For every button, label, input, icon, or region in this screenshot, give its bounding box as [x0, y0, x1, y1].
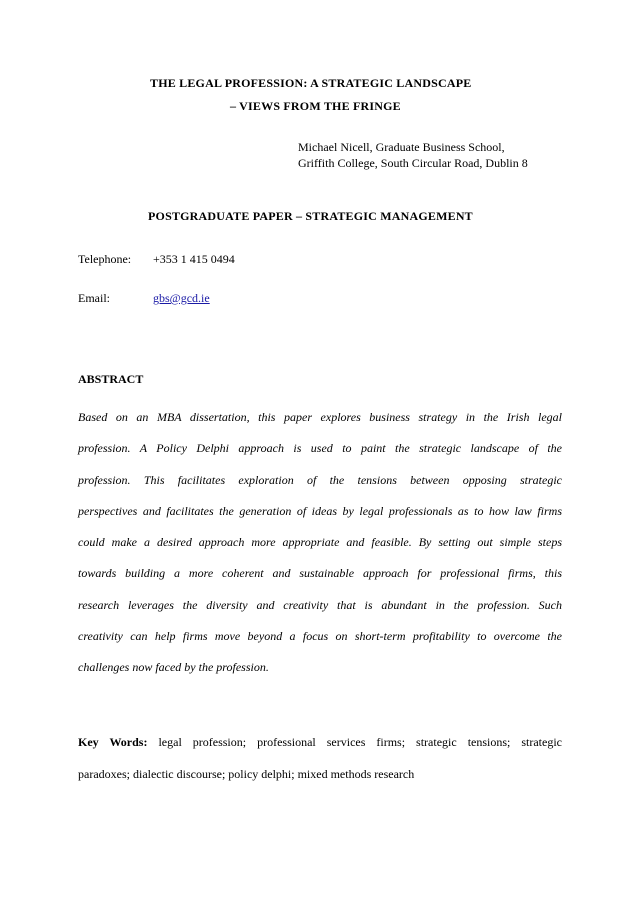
telephone-label: Telephone:	[78, 252, 132, 266]
keywords-line-2: paradoxes; dialectic discourse; policy delphi; mixed methods research	[78, 766, 415, 781]
abstract-line: perspectives and facilitates the generation of ideas by legal professionals as to how law firms	[78, 503, 562, 518]
abstract-line: creativity can help firms move beyond a focus on short-term profitability to overcome the	[78, 629, 562, 644]
abstract-line: profession. A Policy Delphi approach is used to paint the strategic landscape of the	[78, 441, 562, 456]
abstract-line: challenges now faced by the profession.	[78, 660, 269, 675]
paper-title-line-1: THE LEGAL PROFESSION: A STRATEGIC LANDSCAPE	[150, 76, 472, 90]
abstract-line: profession. This facilitates exploration of the tensions between opposing strategic	[78, 472, 562, 487]
abstract-line: could make a desired approach more appropriate and feasible. By setting out simple steps	[78, 535, 562, 550]
abstract-line: towards building a more coherent and sustainable approach for professional firms, this	[78, 566, 562, 581]
abstract-line: Based on an MBA dissertation, this paper explores business strategy in the Irish legal	[78, 410, 562, 424]
keywords-line-1	[78, 727, 562, 759]
keywords-label: Key Words:	[78, 735, 148, 749]
author-affiliation-line-1: Michael Nicell, Graduate Business School,	[298, 140, 505, 154]
author-affiliation-line-2: Griffith College, South Circular Road, Dublin 8	[298, 156, 528, 170]
abstract-heading: ABSTRACT	[78, 372, 144, 386]
email-link[interactable]: gbs@gcd.ie	[153, 291, 210, 305]
telephone-value: +353 1 415 0494	[153, 252, 235, 266]
abstract-body	[78, 402, 562, 684]
paper-title-line-2: – VIEWS FROM THE FRINGE	[230, 99, 401, 113]
keywords-list-part-1: legal profession; professional services firms; strategic tensions; strategic	[158, 735, 563, 749]
paper-type: POSTGRADUATE PAPER – STRATEGIC MANAGEMENT	[148, 209, 473, 223]
abstract-line: research leverages the diversity and creativity that is abundant in the profession. Such	[78, 597, 562, 612]
email-label: Email:	[78, 291, 110, 305]
keywords-section	[78, 727, 562, 790]
